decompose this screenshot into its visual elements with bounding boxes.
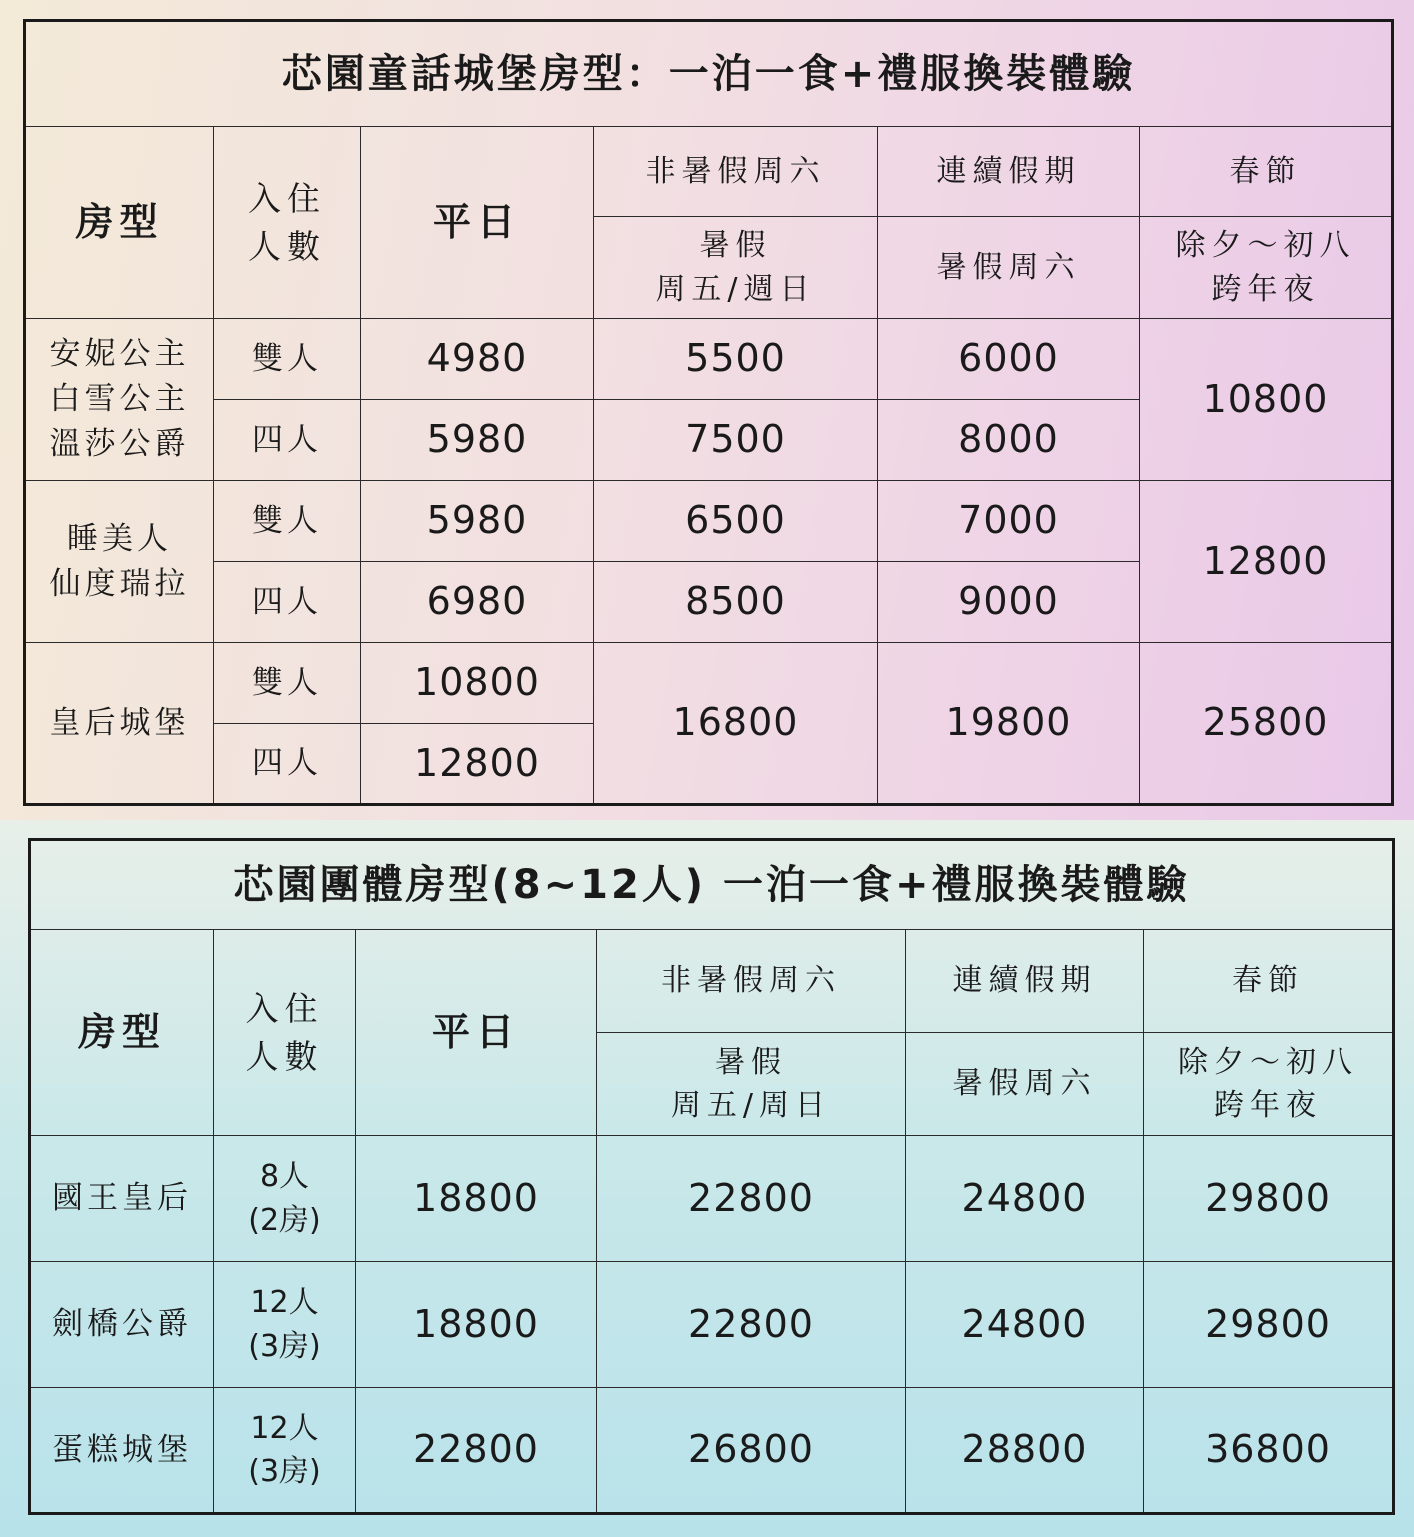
table-row — [30, 1262, 1394, 1388]
price-saturday: 22800 — [597, 1136, 906, 1262]
table-title: 芯園童話城堡房型：一泊一食+禮服換裝體驗 — [25, 21, 1393, 127]
occupancy-people: 8人 — [259, 1159, 310, 1194]
price-saturday: 16800 — [594, 643, 878, 805]
header-room-type: 房型 — [30, 930, 214, 1136]
room-name-line: 仙度瑞拉 — [49, 565, 190, 602]
price-spring: 29800 — [1144, 1262, 1394, 1388]
price-saturday: 7500 — [594, 400, 878, 481]
room-name — [25, 481, 214, 643]
price-saturday: 5500 — [594, 319, 878, 400]
price-spring: 10800 — [1140, 319, 1393, 481]
occupancy-people: 12人 — [250, 1410, 319, 1446]
header-summer-line2: 周五/周日 — [670, 1088, 832, 1123]
occupancy-cell: 雙人 — [214, 319, 361, 400]
header-summer-saturday: 暑假周六 — [878, 217, 1140, 319]
occupancy-cell — [214, 1136, 356, 1262]
castle-room-price-table — [23, 19, 1394, 806]
price-weekday: 18800 — [356, 1136, 597, 1262]
room-name-line: 溫莎公爵 — [49, 425, 190, 462]
price-saturday: 8500 — [594, 562, 878, 643]
header-summer-fri-sun — [594, 217, 878, 319]
header-long-holiday: 連續假期 — [906, 930, 1144, 1033]
header-occupancy — [214, 930, 356, 1136]
occupancy-cell — [214, 1388, 356, 1514]
occupancy-rooms: (3房) — [248, 1454, 321, 1489]
header-occupancy-line2: 人數 — [245, 1036, 324, 1076]
price-holiday: 24800 — [906, 1262, 1144, 1388]
header-new-year-eve — [1140, 217, 1393, 319]
table-row — [25, 643, 1393, 724]
table-row — [30, 1136, 1394, 1262]
occupancy-cell: 四人 — [214, 724, 361, 805]
price-holiday: 6000 — [878, 319, 1140, 400]
room-name-line: 睡美人 — [67, 520, 172, 557]
header-eve-line2: 跨年夜 — [1211, 271, 1320, 307]
table-row — [25, 319, 1393, 400]
price-weekday: 22800 — [356, 1388, 597, 1514]
price-holiday: 7000 — [878, 481, 1140, 562]
occupancy-people: 12人 — [250, 1285, 319, 1320]
price-spring: 29800 — [1144, 1136, 1394, 1262]
price-spring: 12800 — [1140, 481, 1393, 643]
price-holiday: 8000 — [878, 400, 1140, 481]
price-holiday: 9000 — [878, 562, 1140, 643]
price-weekday: 6980 — [361, 562, 594, 643]
price-weekday: 10800 — [361, 643, 594, 724]
header-lunar-new-year: 春節 — [1140, 127, 1393, 217]
header-occupancy-line1: 入住 — [248, 178, 326, 218]
price-spring: 36800 — [1144, 1388, 1394, 1514]
header-occupancy — [214, 127, 361, 319]
table-title: 芯園團體房型(8~12人) 一泊一食+禮服換裝體驗 — [30, 840, 1394, 930]
occupancy-cell: 四人 — [214, 562, 361, 643]
price-saturday: 6500 — [594, 481, 878, 562]
header-eve-line2: 跨年夜 — [1214, 1088, 1323, 1123]
header-summer-line1: 暑假 — [715, 1044, 787, 1080]
price-holiday: 24800 — [906, 1136, 1144, 1262]
room-name-line: 安妮公主 — [49, 336, 190, 373]
header-non-summer-saturday: 非暑假周六 — [597, 930, 906, 1033]
occupancy-cell: 雙人 — [214, 481, 361, 562]
price-weekday: 4980 — [361, 319, 594, 400]
room-name — [25, 319, 214, 481]
table-row — [30, 1388, 1394, 1514]
header-summer-line1: 暑假 — [699, 228, 772, 263]
occupancy-rooms: (3房) — [248, 1328, 321, 1364]
room-name: 蛋糕城堡 — [30, 1388, 214, 1514]
price-saturday: 26800 — [597, 1388, 906, 1514]
room-name-line: 皇后城堡 — [49, 704, 190, 741]
header-new-year-eve — [1144, 1033, 1394, 1136]
header-long-holiday: 連續假期 — [878, 127, 1140, 217]
price-spring: 25800 — [1140, 643, 1393, 805]
price-holiday: 19800 — [878, 643, 1140, 805]
price-weekday: 18800 — [356, 1262, 597, 1388]
header-eve-line1: 除夕～初八 — [1175, 228, 1356, 263]
room-name: 劍橋公爵 — [30, 1262, 214, 1388]
header-room-type: 房型 — [25, 127, 214, 319]
header-occupancy-line2: 人數 — [248, 226, 326, 266]
occupancy-rooms: (2房) — [248, 1202, 321, 1238]
room-name — [25, 643, 214, 805]
header-summer-line2: 周五/週日 — [655, 271, 816, 307]
occupancy-cell: 雙人 — [214, 643, 361, 724]
price-holiday: 28800 — [906, 1388, 1144, 1514]
table-row — [25, 481, 1393, 562]
room-name: 國王皇后 — [30, 1136, 214, 1262]
header-lunar-new-year: 春節 — [1144, 930, 1394, 1033]
price-weekday: 5980 — [361, 400, 594, 481]
header-weekday: 平日 — [361, 127, 594, 319]
price-weekday: 5980 — [361, 481, 594, 562]
price-saturday: 22800 — [597, 1262, 906, 1388]
occupancy-cell: 四人 — [214, 400, 361, 481]
occupancy-cell — [214, 1262, 356, 1388]
header-occupancy-line1: 入住 — [245, 988, 324, 1028]
header-non-summer-saturday: 非暑假周六 — [594, 127, 878, 217]
room-name-line: 白雪公主 — [49, 381, 190, 418]
group-room-price-table — [28, 838, 1395, 1515]
header-summer-fri-sun — [597, 1033, 906, 1136]
price-weekday: 12800 — [361, 724, 594, 805]
header-summer-saturday: 暑假周六 — [906, 1033, 1144, 1136]
header-weekday: 平日 — [356, 930, 597, 1136]
header-eve-line1: 除夕～初八 — [1178, 1044, 1359, 1080]
